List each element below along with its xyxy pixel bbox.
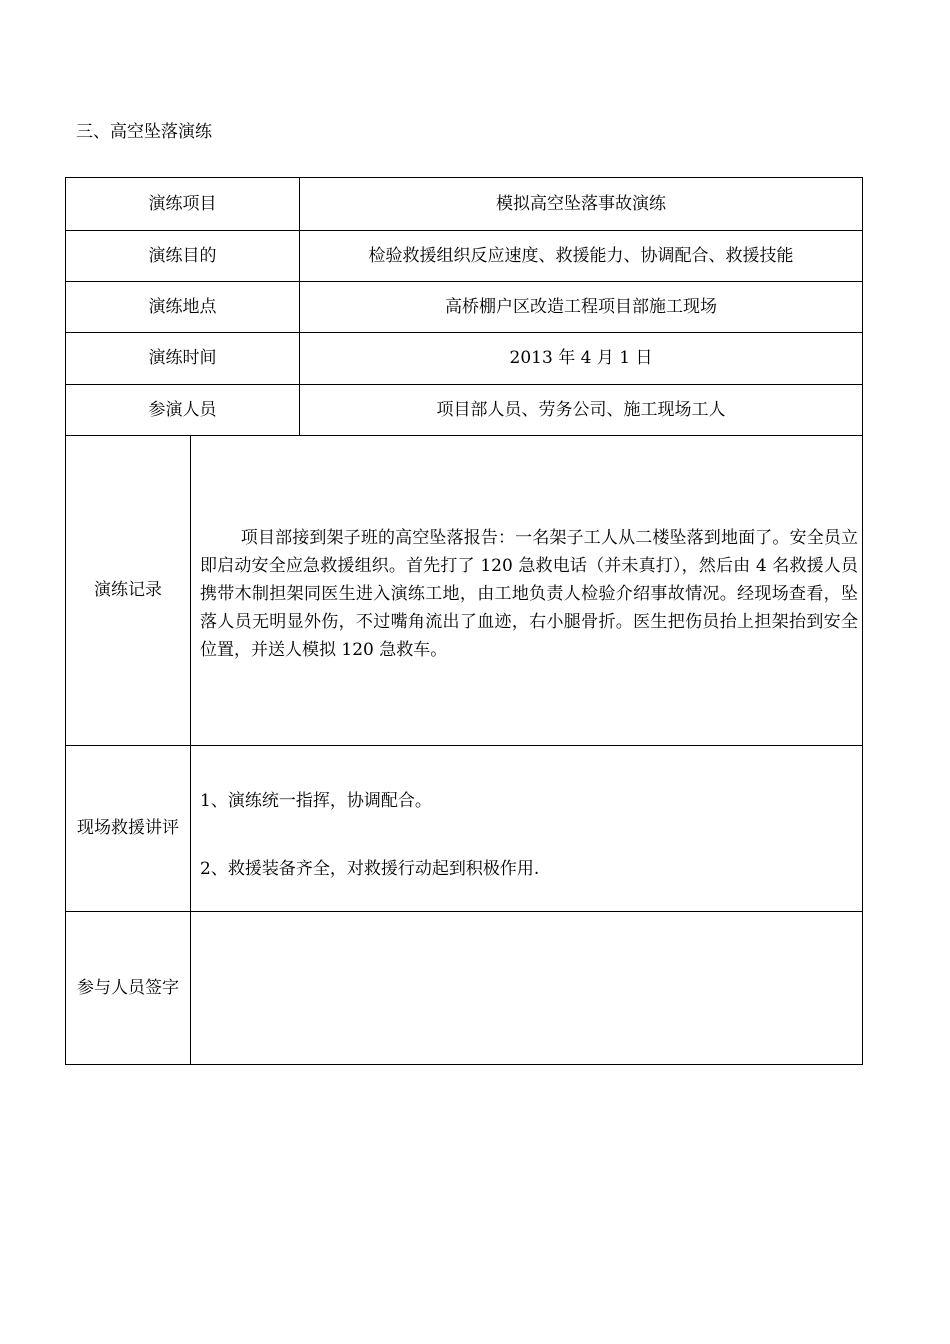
row-value-location: 高桥棚户区改造工程项目部施工现场 (445, 296, 717, 317)
row-label-project: 演练项目 (148, 193, 217, 214)
row-value-time: 2013 年 4 月 1 日 (509, 348, 653, 368)
row-value-project: 模拟高空坠落事故演练 (496, 193, 666, 214)
row-label-purpose: 演练目的 (148, 245, 217, 266)
review-item: 1、演练统一指挥，协调配合。 (200, 791, 432, 811)
record-label: 演练记录 (94, 580, 162, 600)
section-heading: 三、高空坠落演练 (76, 122, 212, 142)
drill-record-form (65, 177, 863, 1065)
review-label: 现场救援讲评 (77, 818, 179, 838)
row-value-purpose: 检验救援组织反应速度、救援能力、协调配合、救援技能 (368, 245, 794, 266)
row-value-participants: 项目部人员、劳务公司、施工现场工人 (436, 399, 726, 420)
row-label-time: 演练时间 (148, 348, 217, 368)
signature-label: 参与人员签字 (77, 978, 179, 998)
record-text: 项目部接到架子班的高空坠落报告：一名架子工人从二楼坠落到地面了。安全员立即启动安全应急救援组织。首先打了 120 急救电话（并未真打），然后由 4 名救援人员携带木制担架同医生进入演练工地，由工地负责人检验介绍事故情况。经现场查看，坠落人员无明显外伤，不过嘴角流出了血迹，右小腿骨折。医生把伤员抬上担架抬到安全位置，并送人模拟 120 急救车。 (200, 528, 858, 660)
row-label-participants: 参演人员 (148, 399, 217, 420)
review-item: 2、救援装备齐全，对救援行动起到积极作用. (200, 859, 540, 879)
signature-area[interactable] (191, 912, 862, 1065)
row-label-location: 演练地点 (148, 296, 217, 317)
